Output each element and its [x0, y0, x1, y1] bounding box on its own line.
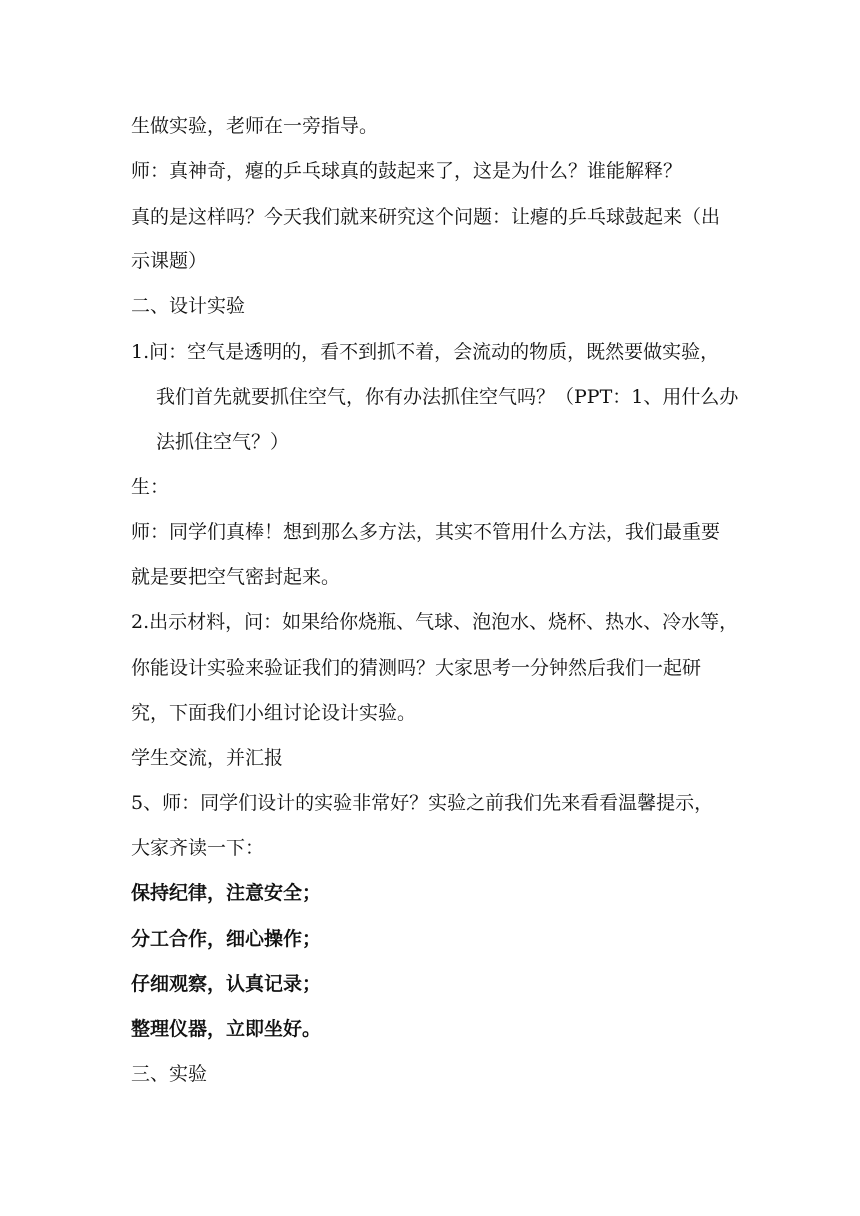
- paragraph-line: 师：真神奇，瘪的乒乓球真的鼓起来了，这是为什么？谁能解释？: [131, 160, 683, 182]
- tip-line-bold: 分工合作，细心操作；: [131, 928, 322, 950]
- paragraph-line: 学生交流，并汇报: [131, 747, 284, 769]
- paragraph-line: 大家齐读一下：: [131, 837, 265, 859]
- tip-line-bold: 整理仪器，立即坐好。: [131, 1018, 322, 1040]
- paragraph-line: 生：: [131, 476, 170, 498]
- paragraph-line: 就是要把空气密封起来。: [131, 566, 341, 588]
- paragraph-line: 示课题）: [131, 250, 208, 272]
- paragraph-line: 我们首先就要抓住空气，你有办法抓住空气吗？（PPT：1、用什么办: [156, 386, 739, 408]
- paragraph-line: 5、师：同学们设计的实验非常好？实验之前我们先来看看温馨提示，: [131, 792, 714, 814]
- paragraph-line: 1.问：空气是透明的，看不到抓不着，会流动的物质，既然要做实验，: [131, 341, 720, 363]
- tip-line-bold: 仔细观察，认真记录；: [131, 973, 322, 995]
- paragraph-line: 究，下面我们小组讨论设计实验。: [131, 702, 417, 724]
- paragraph-line: 真的是这样吗？今天我们就来研究这个问题：让瘪的乒乓球鼓起来（出: [131, 206, 721, 228]
- section-heading: 二、设计实验: [131, 295, 246, 317]
- tip-line-bold: 保持纪律，注意安全；: [131, 882, 322, 904]
- paragraph-line: 2.出示材料，问：如果给你烧瓶、气球、泡泡水、烧杯、热水、冷水等，: [131, 611, 739, 633]
- section-heading: 三、实验: [131, 1063, 208, 1085]
- paragraph-line: 你能设计实验来验证我们的猜测吗？大家思考一分钟然后我们一起研: [131, 657, 702, 679]
- paragraph-line: 法抓住空气？）: [156, 431, 290, 453]
- paragraph-line: 师：同学们真棒！想到那么多方法，其实不管用什么方法，我们最重要: [131, 521, 721, 543]
- paragraph-line: 生做实验，老师在一旁指导。: [131, 115, 379, 137]
